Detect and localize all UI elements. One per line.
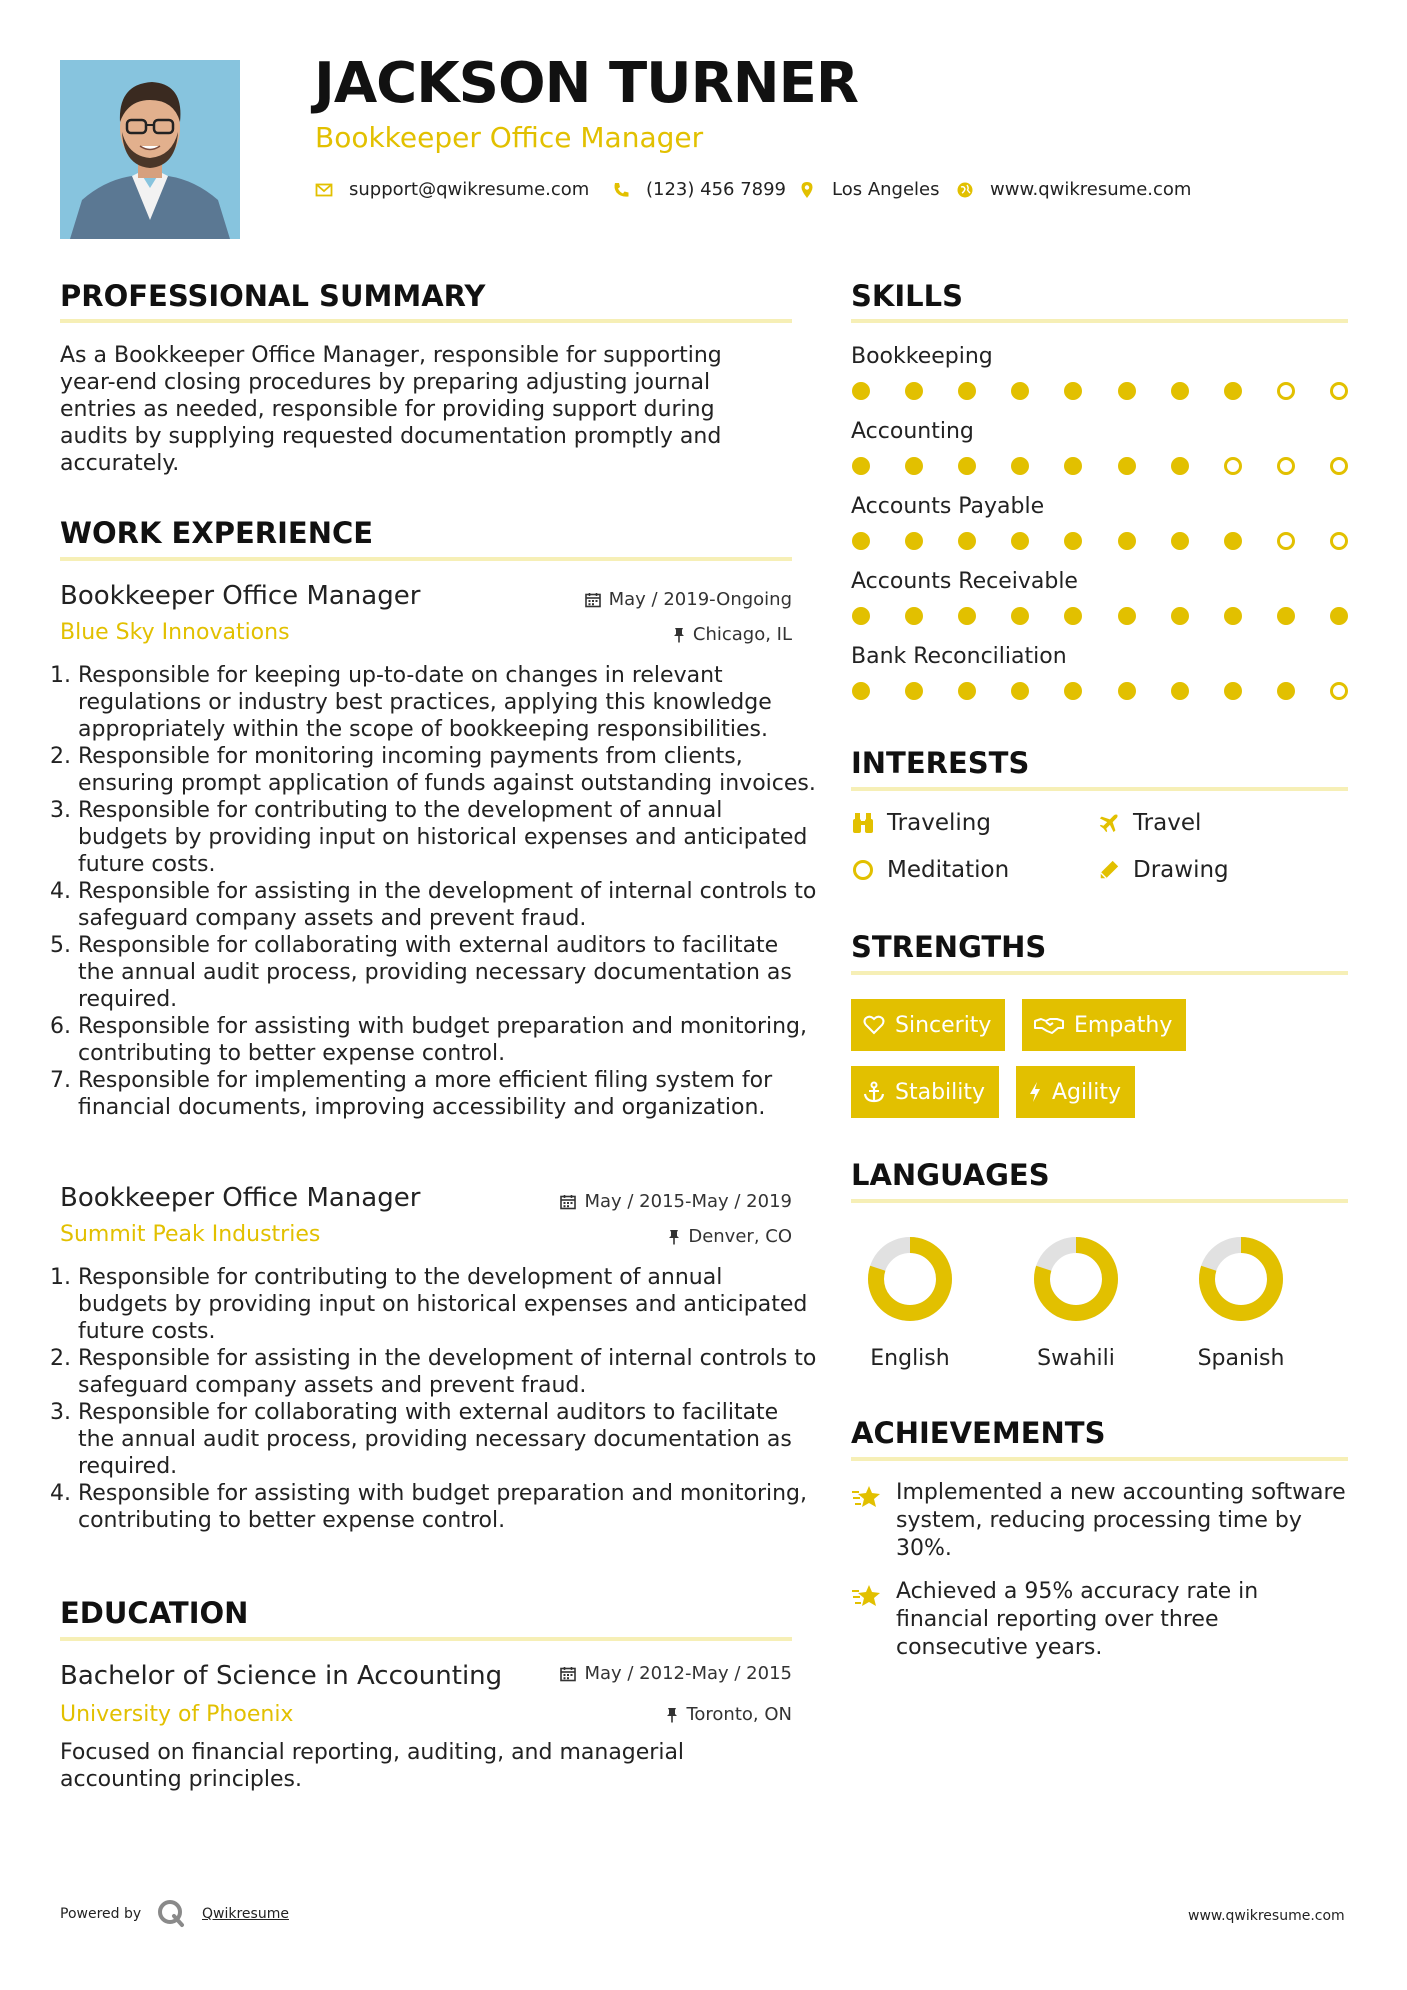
language-item bbox=[1186, 1234, 1296, 1371]
education-date-text: May / 2012-May / 2015 bbox=[584, 1663, 792, 1684]
skill-dot-filled bbox=[1064, 457, 1082, 475]
skill-dot-filled bbox=[852, 532, 870, 550]
summary-divider bbox=[60, 319, 792, 323]
plane-icon bbox=[1097, 811, 1121, 835]
skill-dot-filled bbox=[852, 607, 870, 625]
language-ring bbox=[865, 1234, 955, 1324]
bolt-icon bbox=[1028, 1081, 1042, 1103]
education-date bbox=[500, 1665, 792, 1683]
powered-by-label: Powered by bbox=[60, 1906, 142, 1922]
skill-dot-filled bbox=[905, 682, 923, 700]
skill-dot-filled bbox=[958, 532, 976, 550]
skill-dot-filled bbox=[852, 682, 870, 700]
contact-location bbox=[798, 181, 940, 199]
skill-dot-filled bbox=[1224, 532, 1242, 550]
skill-dot-filled bbox=[1277, 682, 1295, 700]
job-1-company: Blue Sky Innovations bbox=[60, 620, 290, 645]
skill-dot-filled bbox=[1224, 607, 1242, 625]
list-item: 1. Responsible for keeping up-to-date on changes in relevant regulations or industry best practices, applying this knowledge appropriately within the scope of bookkeeping responsibilities. bbox=[78, 662, 818, 743]
footer-url[interactable]: www.qwikresume.com bbox=[1188, 1908, 1345, 1924]
interest-label: Travel bbox=[1133, 809, 1202, 836]
contact-phone-text: (123) 456 7899 bbox=[646, 179, 787, 200]
map-pin-icon bbox=[798, 181, 816, 199]
interest-label: Drawing bbox=[1133, 856, 1229, 883]
education-divider bbox=[60, 1637, 792, 1641]
education-school: University of Phoenix bbox=[60, 1702, 294, 1727]
skill-dot-filled bbox=[1011, 532, 1029, 550]
education-degree: Bachelor of Science in Accounting bbox=[60, 1661, 503, 1691]
job-1-date-text: May / 2019-Ongoing bbox=[608, 589, 792, 610]
language-item bbox=[1021, 1234, 1131, 1371]
strengths-divider bbox=[851, 971, 1348, 975]
calendar-icon bbox=[560, 1194, 576, 1210]
calendar-icon bbox=[585, 592, 601, 608]
achievement-item: Implemented a new accounting software system, reducing processing time by 30%. bbox=[896, 1480, 1346, 1561]
achievements-divider bbox=[851, 1457, 1348, 1461]
skill-dot-filled bbox=[905, 532, 923, 550]
skill-rating bbox=[852, 607, 1348, 625]
strength-label: Stability bbox=[895, 1079, 986, 1105]
skill-dot-filled bbox=[958, 607, 976, 625]
skill-rating bbox=[852, 382, 1348, 400]
skill-dot-filled bbox=[1171, 607, 1189, 625]
job-2-date-text: May / 2015-May / 2019 bbox=[584, 1191, 792, 1212]
job-1-location bbox=[500, 626, 792, 644]
skill-dot-filled bbox=[1224, 382, 1242, 400]
languages-divider bbox=[851, 1199, 1348, 1203]
job-1-title: Bookkeeper Office Manager bbox=[60, 581, 421, 611]
strength-chip bbox=[1022, 999, 1186, 1051]
contact-phone[interactable] bbox=[612, 181, 786, 199]
phone-icon bbox=[612, 181, 630, 199]
education-location bbox=[500, 1706, 792, 1724]
strength-chip bbox=[851, 1066, 999, 1118]
skill-dot-filled bbox=[958, 382, 976, 400]
interest-item bbox=[851, 811, 991, 835]
skill-name: Bookkeeping bbox=[851, 344, 993, 369]
skill-dot-filled bbox=[1064, 382, 1082, 400]
anchor-icon bbox=[863, 1081, 885, 1103]
job-2-location bbox=[500, 1228, 792, 1246]
skill-dot-filled bbox=[1064, 607, 1082, 625]
skill-dot-filled bbox=[1224, 682, 1242, 700]
skill-rating bbox=[852, 682, 1348, 700]
pushpin-icon bbox=[673, 627, 685, 643]
skill-dot-filled bbox=[1011, 457, 1029, 475]
calendar-icon bbox=[560, 1666, 576, 1682]
heart-icon bbox=[863, 1015, 885, 1035]
circle-icon bbox=[851, 858, 875, 882]
job-1-location-text: Chicago, IL bbox=[692, 624, 792, 645]
interests-divider bbox=[851, 787, 1348, 791]
list-item: 2. Responsible for assisting in the development of internal controls to safeguard company assets and prevent fraud. bbox=[78, 1345, 818, 1399]
languages-heading: LANGUAGES bbox=[851, 1158, 1050, 1192]
skill-name: Bank Reconciliation bbox=[851, 644, 1067, 669]
contact-location-text: Los Angeles bbox=[832, 179, 940, 200]
list-item: 5. Responsible for collaborating with external auditors to facilitate the annual audit process, providing necessary documentation as required. bbox=[78, 932, 818, 1013]
skill-dot-filled bbox=[1011, 682, 1029, 700]
binoculars-icon bbox=[851, 811, 875, 835]
interest-item bbox=[1097, 811, 1201, 835]
job-2-company: Summit Peak Industries bbox=[60, 1222, 321, 1247]
list-item: 3. Responsible for contributing to the development of annual budgets by providing input on historical expenses and anticipated future costs. bbox=[78, 797, 818, 878]
language-name: Swahili bbox=[1037, 1346, 1115, 1371]
language-ring bbox=[1196, 1234, 1286, 1324]
strength-label: Empathy bbox=[1074, 1012, 1173, 1038]
job-2-responsibilities bbox=[60, 1264, 818, 1534]
language-name: Spanish bbox=[1197, 1346, 1285, 1371]
globe-icon bbox=[956, 181, 974, 199]
skill-dot-filled bbox=[1171, 382, 1189, 400]
language-name: English bbox=[870, 1346, 950, 1371]
skill-rating bbox=[852, 532, 1348, 550]
achievements-heading: ACHIEVEMENTS bbox=[851, 1416, 1106, 1450]
language-ring bbox=[1031, 1234, 1121, 1324]
skill-dot-filled bbox=[1118, 607, 1136, 625]
job-2-location-text: Denver, CO bbox=[688, 1226, 792, 1247]
interests-heading: INTERESTS bbox=[851, 746, 1030, 780]
handshake-icon bbox=[1034, 1015, 1064, 1035]
skill-name: Accounting bbox=[851, 419, 974, 444]
summary-text: As a Bookkeeper Office Manager, responsible for supporting year-end closing procedures by preparing adjusting journal entries as needed, responsible for providing support during audits by supplying requested documentation promptly and accurately. bbox=[60, 343, 722, 476]
skill-dot-empty bbox=[1224, 457, 1242, 475]
pencil-icon bbox=[1097, 858, 1121, 882]
skill-dot-filled bbox=[1118, 682, 1136, 700]
skill-dot-filled bbox=[1011, 607, 1029, 625]
list-item: 7. Responsible for implementing a more efficient filing system for financial documents, improving accessibility and organization. bbox=[78, 1067, 818, 1121]
contact-email-text: support@qwikresume.com bbox=[349, 179, 590, 200]
interest-item bbox=[1097, 858, 1229, 882]
skills-divider bbox=[851, 319, 1348, 323]
job-1-date bbox=[500, 591, 792, 609]
list-item: 4. Responsible for assisting in the development of internal controls to safeguard company assets and prevent fraud. bbox=[78, 878, 818, 932]
education-location-text: Toronto, ON bbox=[686, 1704, 792, 1725]
candidate-name: JACKSON TURNER bbox=[314, 51, 859, 116]
strength-label: Sincerity bbox=[895, 1012, 992, 1038]
skill-dot-filled bbox=[1118, 457, 1136, 475]
education-description: Focused on financial reporting, auditing, and managerial accounting principles. bbox=[60, 1740, 685, 1792]
skill-dot-filled bbox=[1064, 682, 1082, 700]
strengths-heading: STRENGTHS bbox=[851, 930, 1047, 964]
skill-dot-empty bbox=[1330, 682, 1348, 700]
skill-dot-empty bbox=[1277, 457, 1295, 475]
achievement-item: Achieved a 95% accuracy rate in financial reporting over three consecutive years. bbox=[896, 1579, 1259, 1660]
skill-dot-filled bbox=[905, 457, 923, 475]
list-item: 6. Responsible for assisting with budget preparation and monitoring, contributing to better expense control. bbox=[78, 1013, 818, 1067]
skill-name: Accounts Payable bbox=[851, 494, 1045, 519]
pushpin-icon bbox=[668, 1229, 680, 1245]
skill-dot-empty bbox=[1330, 382, 1348, 400]
skill-dot-empty bbox=[1330, 532, 1348, 550]
strength-label: Agility bbox=[1052, 1079, 1121, 1105]
skill-dot-filled bbox=[852, 382, 870, 400]
job-2-title: Bookkeeper Office Manager bbox=[60, 1183, 421, 1213]
skill-dot-filled bbox=[958, 457, 976, 475]
experience-divider bbox=[60, 557, 792, 561]
interest-label: Meditation bbox=[887, 856, 1010, 883]
pushpin-icon bbox=[666, 1707, 678, 1723]
list-item: 1. Responsible for contributing to the development of annual budgets by providing input on historical expenses and anticipated future costs. bbox=[78, 1264, 818, 1345]
skill-dot-filled bbox=[1011, 382, 1029, 400]
star-badge-icon bbox=[851, 1583, 883, 1613]
job-2-date bbox=[500, 1193, 792, 1211]
qwikresume-link[interactable]: Qwikresume bbox=[202, 1906, 289, 1922]
skill-dot-filled bbox=[1118, 532, 1136, 550]
skill-dot-empty bbox=[1277, 532, 1295, 550]
skill-rating bbox=[852, 457, 1348, 475]
qwikresume-logo-icon bbox=[156, 1898, 186, 1932]
summary-heading: PROFESSIONAL SUMMARY bbox=[60, 279, 486, 313]
list-item: 3. Responsible for collaborating with external auditors to facilitate the annual audit process, providing necessary documentation as required. bbox=[78, 1399, 818, 1480]
strength-chip bbox=[851, 999, 1005, 1051]
list-item: 4. Responsible for assisting with budget preparation and monitoring, contributing to better expense control. bbox=[78, 1480, 818, 1534]
contact-email[interactable] bbox=[315, 181, 589, 199]
education-heading: EDUCATION bbox=[60, 1596, 249, 1630]
strength-chip bbox=[1016, 1066, 1135, 1118]
job-1-responsibilities bbox=[60, 662, 818, 1121]
interest-item bbox=[851, 858, 1009, 882]
experience-heading: WORK EXPERIENCE bbox=[60, 516, 374, 550]
skill-dot-filled bbox=[1064, 532, 1082, 550]
skill-name: Accounts Receivable bbox=[851, 569, 1078, 594]
skill-dot-filled bbox=[905, 607, 923, 625]
skill-dot-filled bbox=[1118, 382, 1136, 400]
skill-dot-filled bbox=[1171, 457, 1189, 475]
skill-dot-filled bbox=[1277, 607, 1295, 625]
skill-dot-empty bbox=[1330, 457, 1348, 475]
list-item: 2. Responsible for monitoring incoming payments from clients, ensuring prompt application of funds against outstanding invoices. bbox=[78, 743, 818, 797]
skill-dot-filled bbox=[852, 457, 870, 475]
contact-website-text: www.qwikresume.com bbox=[990, 179, 1192, 200]
interest-label: Traveling bbox=[887, 809, 991, 836]
skill-dot-filled bbox=[1330, 607, 1348, 625]
contact-website[interactable] bbox=[956, 181, 1191, 199]
skill-dot-filled bbox=[905, 382, 923, 400]
profile-photo bbox=[60, 60, 240, 239]
star-badge-icon bbox=[851, 1484, 883, 1514]
language-item bbox=[855, 1234, 965, 1371]
skill-dot-filled bbox=[1171, 682, 1189, 700]
skill-dot-filled bbox=[958, 682, 976, 700]
envelope-icon bbox=[315, 181, 333, 199]
skill-dot-empty bbox=[1277, 382, 1295, 400]
skills-heading: SKILLS bbox=[851, 279, 963, 313]
candidate-title: Bookkeeper Office Manager bbox=[315, 121, 704, 154]
skill-dot-filled bbox=[1171, 532, 1189, 550]
